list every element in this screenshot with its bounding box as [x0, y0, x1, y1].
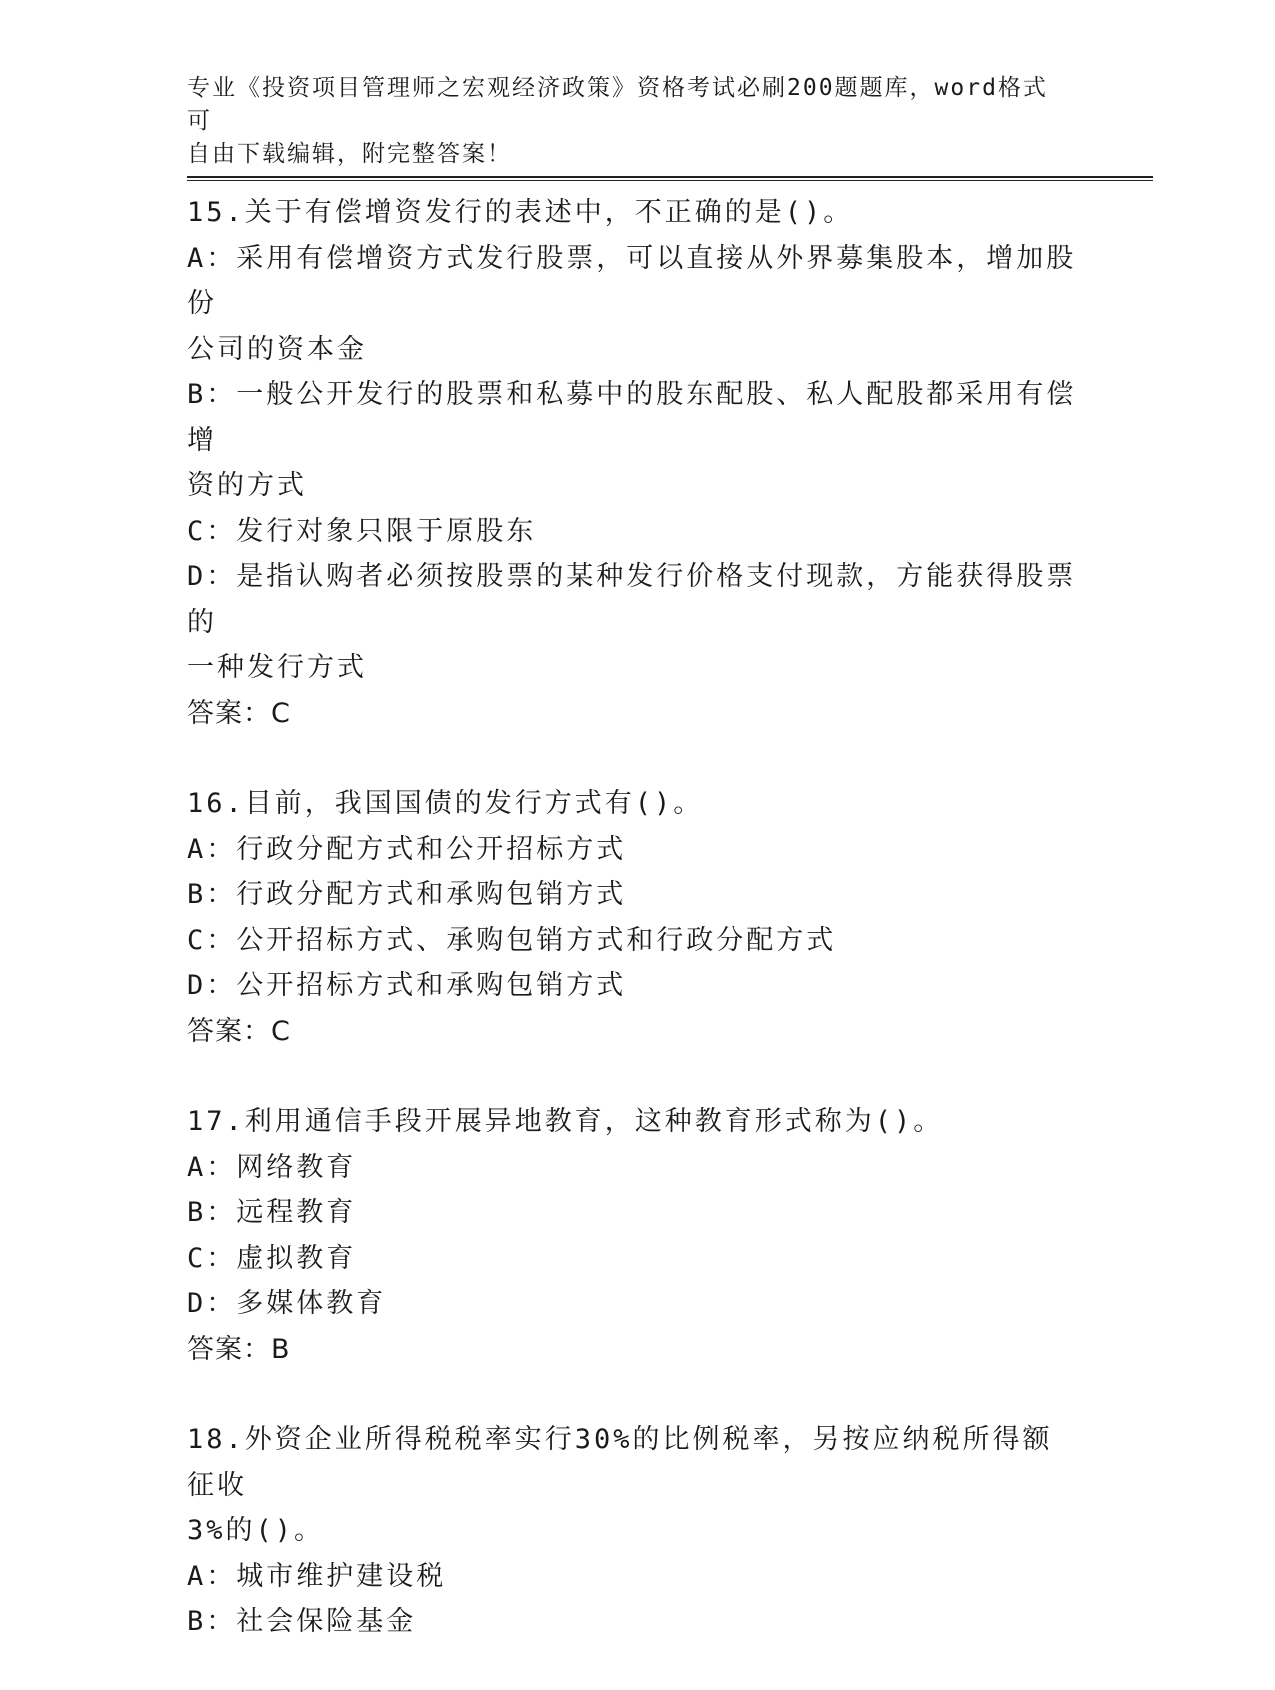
- header-line-1: 专业《投资项目管理师之宏观经济政策》资格考试必刷200题题库，word格式可: [187, 75, 1048, 134]
- option-c: C：公开招标方式、承购包销方式和行政分配方式: [187, 924, 837, 956]
- option-d-cont: 一种发行方式: [187, 652, 367, 683]
- question-17: [187, 1099, 1077, 1372]
- option-a: A：城市维护建设税: [187, 1560, 447, 1592]
- option-d: D：多媒体教育: [187, 1288, 387, 1319]
- option-b-cont: 资的方式: [187, 470, 307, 501]
- header-line-2: 自由下载编辑，附完整答案！: [187, 141, 512, 167]
- document-header: [187, 72, 1067, 171]
- option-b: B：行政分配方式和承购包销方式: [187, 879, 627, 910]
- question-stem: 18.外资企业所得税税率实行30%的比例税率，另按应纳税所得额征收: [187, 1424, 1053, 1501]
- answer: 答案：C: [187, 1015, 291, 1047]
- question-18: [187, 1417, 1077, 1645]
- option-a-cont: 公司的资本金: [187, 333, 367, 365]
- option-c: C：虚拟教育: [187, 1242, 357, 1274]
- option-a: A：采用有偿增资方式发行股票，可以直接从外界募集股本，增加股份: [187, 242, 1077, 319]
- question-stem: 16.目前，我国国债的发行方式有()。: [187, 788, 704, 819]
- option-d: D：公开招标方式和承购包销方式: [187, 970, 627, 1001]
- question-15: [187, 190, 1077, 736]
- option-b: B：远程教育: [187, 1197, 357, 1228]
- header-divider: [187, 176, 1153, 182]
- question-stem-cont: 3%的()。: [187, 1515, 325, 1546]
- question-stem: 15.关于有偿增资发行的表述中，不正确的是()。: [187, 197, 854, 228]
- answer: 答案：C: [187, 697, 291, 729]
- option-b: B：一般公开发行的股票和私募中的股东配股、私人配股都采用有偿增: [187, 379, 1077, 456]
- question-stem: 17.利用通信手段开展异地教育，这种教育形式称为()。: [187, 1106, 944, 1137]
- option-b: B：社会保险基金: [187, 1606, 417, 1637]
- answer: 答案：B: [187, 1333, 291, 1365]
- option-c: C：发行对象只限于原股东: [187, 515, 537, 547]
- option-d: D：是指认购者必须按股票的某种发行价格支付现款，方能获得股票的: [187, 561, 1077, 638]
- option-a: A：行政分配方式和公开招标方式: [187, 833, 627, 865]
- question-16: [187, 781, 1077, 1054]
- question-list: [187, 190, 1077, 1690]
- option-a: A：网络教育: [187, 1151, 357, 1183]
